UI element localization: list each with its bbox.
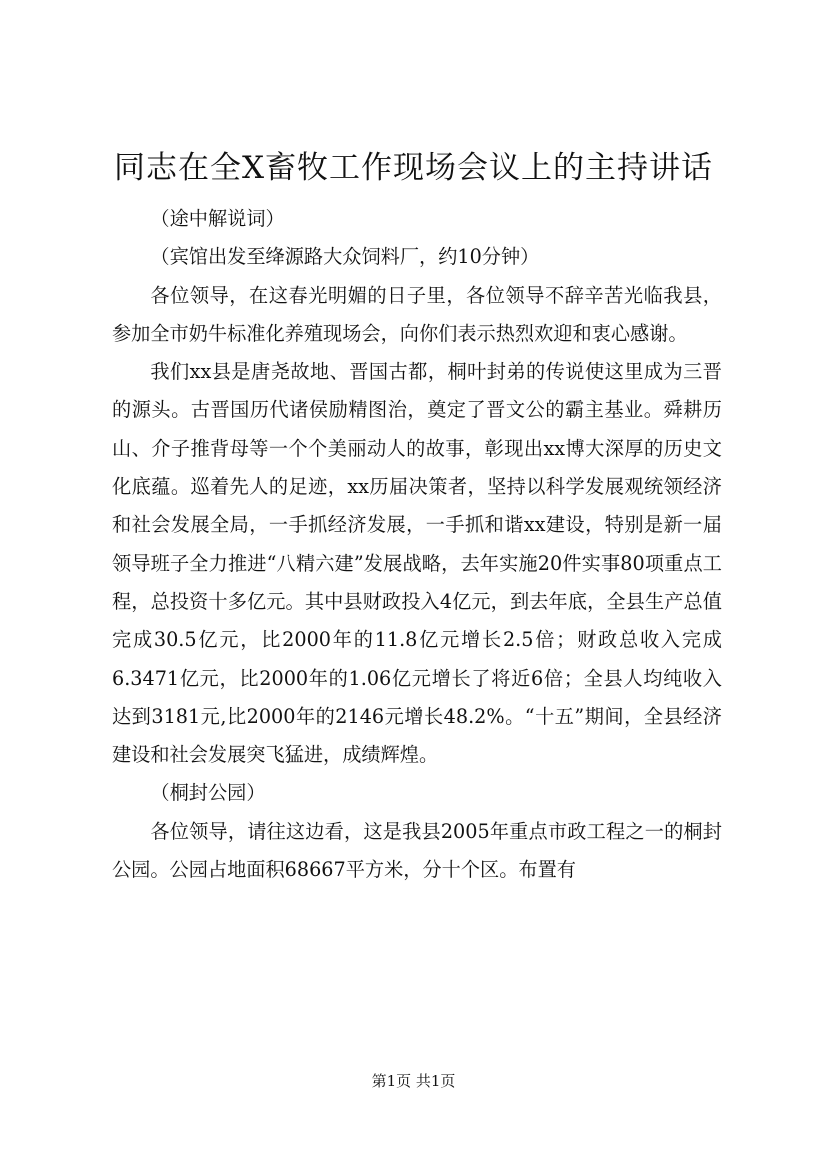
paragraph-park-introduction: 各位领导，请往这边看，这是我县2005年重点市政工程之一的桐封公园。公园占地面积68667平方米，分十个区。布置有: [112, 819, 722, 882]
paragraph-county-introduction: 我们xx县是唐尧故地、晋国古都，桐叶封弟的传说使这里成为三晋的源头。古晋国历代诸侯励精图治，奠定了晋文公的霸主基业。舜耕历山、介子推背母等一个个美丽动人的故事，彰现出xx博大深厚的历史文化底蕴。巡着先人的足迹，xx历届决策者，坚持以科学发展观统领经济和社会发展全局，一手抓经济发展，一手抓和谐xx建设，特别是新一届领导班子全力推进“八精六建”发展战略，去年实施20件实事80项重点工程，总投资十多亿元。其中县财政投入4亿元，到去年底，全县生产总值完成30.5亿元，比2000年的11.8亿元增长2.5倍；财政总收入完成6.3471亿元，比2000年的1.06亿元增长了将近6倍；全县人均纯收入达到3181元,比2000年的2146元增长48.2%。“十五”期间，全县经济建设和社会发展突飞猛进，成绩辉煌。: [112, 360, 722, 767]
paragraph-route-heading: （途中解说词）: [150, 207, 285, 230]
paragraph-route-detail: （宾馆出发至绛源路大众饲料厂，约10分钟）: [150, 245, 540, 269]
paragraph-welcome: 各位领导，在这春光明媚的日子里，各位领导不辞辛苦光临我县，参加全市奶牛标准化养殖现场会，向你们表示热烈欢迎和衷心感谢。: [112, 283, 722, 345]
paragraph-park-heading: （桐封公园）: [150, 781, 266, 805]
page-number-footer: 第1页 共1页: [371, 1072, 456, 1090]
document-body: [112, 200, 722, 889]
document-title: 同志在全X畜牧工作现场会议上的主持讲话: [113, 150, 714, 186]
